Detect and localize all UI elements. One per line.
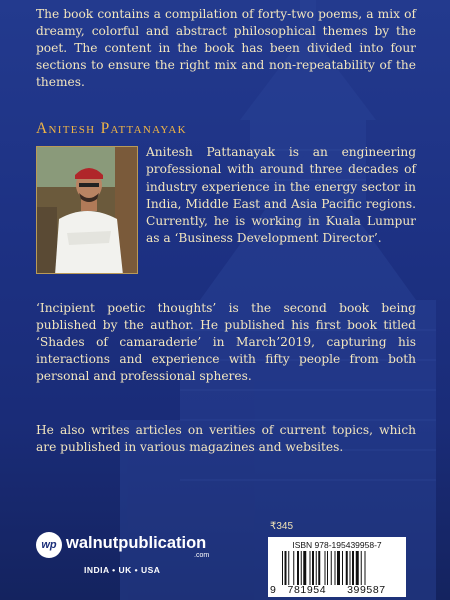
barcode-bar xyxy=(352,551,354,585)
barcode-bar xyxy=(285,551,287,585)
author-photo xyxy=(36,146,138,274)
barcode-bars xyxy=(282,551,394,585)
publisher-regions: INDIA • UK • USA xyxy=(84,565,161,575)
barcode-bar xyxy=(318,551,320,585)
barcode-bar xyxy=(331,551,332,585)
publisher-domain-suffix: .com xyxy=(194,552,210,559)
barcode-bar xyxy=(312,551,314,585)
barcode-bar xyxy=(350,551,351,585)
publisher-name: walnutpublication xyxy=(66,534,207,552)
publisher-mark-icon: wp xyxy=(36,532,62,558)
barcode-bar xyxy=(356,551,359,585)
barcode-bar xyxy=(293,551,294,585)
author-heading: Anitesh Pattanayak xyxy=(36,120,187,137)
barcode-bar xyxy=(288,551,289,585)
price-label: ₹345 xyxy=(270,521,294,532)
isbn-barcode xyxy=(268,537,406,597)
articles-paragraph: He also writes articles on verities of current topics, which are published in various magazines and websites. xyxy=(36,423,416,454)
barcode-bar xyxy=(346,551,348,585)
barcode-bar xyxy=(301,551,302,585)
barcode-bar xyxy=(365,551,366,585)
barcode-digit-left: 781954 xyxy=(287,584,327,596)
barcode-bar xyxy=(325,551,326,585)
barcode-bar xyxy=(337,551,340,585)
barcode-bar xyxy=(361,551,362,585)
barcode-digit-prefix: 9 xyxy=(270,584,277,596)
second-book-paragraph: ‘Incipient poetic thoughts’ is the second book being published by the author. He published his first book titled ‘Shades of camaraderie’ in March’2019, capturing his interactions and experience with fifty people from both personal and professional spheres. xyxy=(36,301,416,383)
barcode-bar xyxy=(303,551,306,585)
barcode-bar xyxy=(327,551,328,585)
author-bio: Anitesh Pattanayak is an engineering professional with around three decades of industry experience in the energy sector in India, Middle East and Asia Pacific regions. Currently, he is working in Kuala Lumpur as a ‘Business Development Director’. xyxy=(146,145,416,246)
barcode-bar xyxy=(282,551,283,585)
book-description: The book contains a compilation of forty-two poems, a mix of dreamy, colorful and abstract philosophical themes by the poet. The content in the book has been divided into four sections to ensure the right mix and non-repeatability of the themes. xyxy=(36,7,416,89)
barcode-bar xyxy=(310,551,311,585)
barcode-bar xyxy=(335,551,336,585)
barcode-bar xyxy=(316,551,317,585)
isbn-number: ISBN 978-195439958-7 xyxy=(292,540,382,550)
barcode-digits xyxy=(270,584,406,596)
barcode-digit-right: 399587 xyxy=(347,584,386,596)
barcode-bar xyxy=(342,551,343,585)
barcode-bar xyxy=(297,551,299,585)
